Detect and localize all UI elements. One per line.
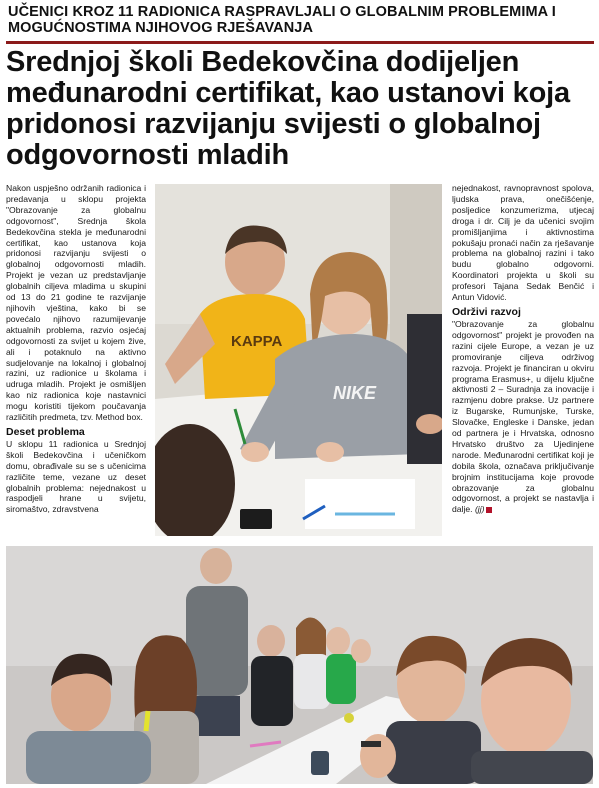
paragraph-odrzivi-razvoj — [452, 319, 594, 515]
paragraph-deset-problema: U sklopu 11 radionica u Srednjoj školi Bedekovčina i učeničkom domu, obrađivale su se s učenicima različite teme, vezane uz deset globalnih problema: nejednakost u raspodjeli hrane u svijetu, siromaštvo, zdravstvena — [6, 438, 146, 515]
paragraph-problems-cont: nejednakost, ravnopravnost spolova, ljudska prava, onečišćenje, posljedice konzumerizma, utjecaj droga i dr. Cilj je da učenici svojim promišljanjima i aktivnostima pokušaju pronaći način za rješavanje problema na globalnoj razini i tako budu globalno odgovorni. Koordinatori projekta u školi su profesori Tajana Sedak Benčić i Antun Vidović. — [452, 183, 594, 303]
subheading-deset-problema: Deset problema — [6, 425, 85, 438]
author-sign: (jj) — [474, 504, 485, 515]
kappa-shirt-text: KAPPA — [231, 333, 283, 350]
subheading-odrzivi-razvoj: Održivi razvoj — [452, 305, 521, 318]
paragraph-odrzivi-razvoj-text: "Obrazovanje za globalnu odgovornost" projekt je provođen na razini cijele Europe, a vezan je uz promoviranje ciljeva održivog razvoja. Projekt je financiran u okviru programa Erasmus+, u dijelu ključne aktivnosti 2 – Suradnja za inovacije i razmjenu dobre prakse. Uz partnere iz Bugarske, Rumunjske, Turske, Slovačke, Engleske i Danske, jedan od partnera je i Hrvatska, odnosno Hrvatsko društvo za Ujedinjene narode. Međunarodni certifikat koji je dobila škola, označava priključivanje brojnim institucijama koje provode obrazovanje za globalnu odgovornost, a projekt se nastavlja i dalje. — [452, 318, 594, 515]
article-column-left — [6, 183, 146, 538]
photo-students-workshop — [155, 184, 442, 536]
header-rule — [6, 41, 594, 44]
paragraph-intro: Nakon uspješno održanih radionica i predavanja u sklopu projekta "Obrazovanje za globalnu odgovornost", Srednja škola Bedekovčina stekla je međunarodni certifikat, kao ustanova koja pridonosi razvijanju svijesti o globalnoj odgovornosti mladih. Projekt je vezan uz predstavljanje globalnih ciljeva mladima u skupini od 13 do 21 godine te razvijanje njihovih vještina, kako bi se povećalo njihovo razumijevanje aktualnih problema, razvio osjećaj odgovornosti za svijet u kojem žive, ali i potaknulo na aktivno sudjelovanje na lokalnoj i globalnoj razini, uz radionice u školama i udruga mladih. Projekt je osmišljen kao niz radionica koje nastavnici mogu koristiti tijekom poučavanja različitih predmeta, tzv. Method box. — [6, 183, 146, 423]
article-headline: Srednjoj školi Bedekovčina dodijeljen međunarodni certifikat, kao ustanovi koja pridonosi razvijanju svijesti o globalnoj odgovornosti mladih — [6, 46, 570, 171]
photo-students-group — [6, 546, 593, 784]
end-mark-icon — [486, 507, 492, 513]
article-column-right — [452, 183, 594, 538]
nike-hoodie-text: NIKE — [333, 383, 377, 403]
article-kicker: UČENICI KROZ 11 RADIONICA RASPRAVLJALI O GLOBALNIM PROBLEMIMA I MOGUĆNOSTIMA NJIHOVOG RJEŠAVANJA — [8, 4, 556, 36]
